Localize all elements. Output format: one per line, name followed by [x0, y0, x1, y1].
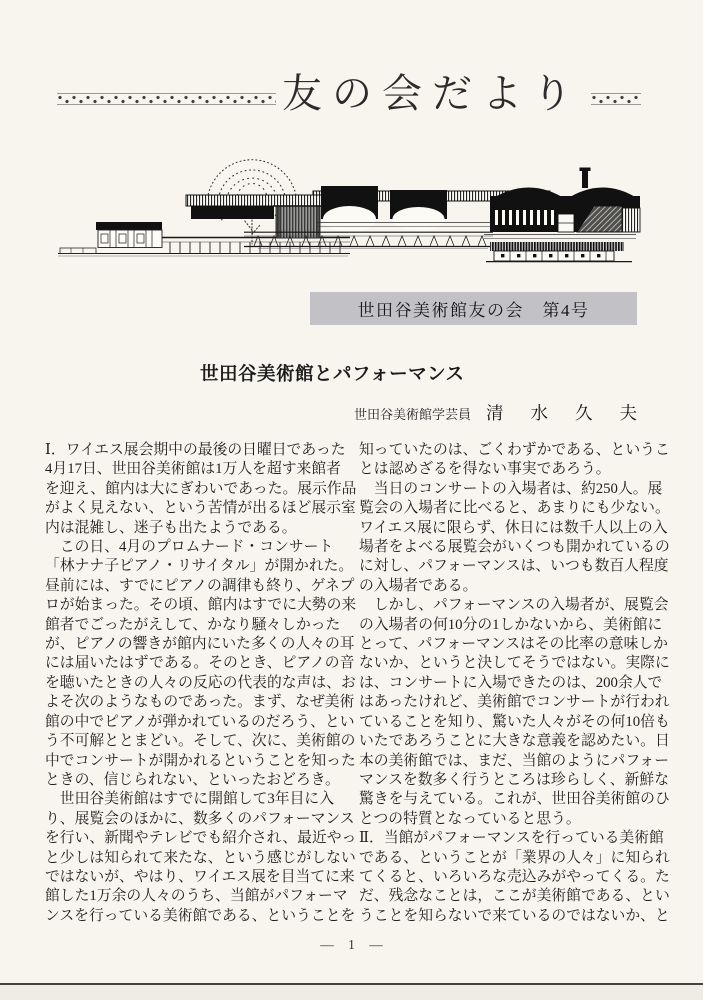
text-line: は、コンサートに入場できたのは、200余人で: [359, 674, 663, 691]
museum-elevation-drawing: [58, 148, 642, 280]
text-line: Ⅰ．ワイエス展会期中の最後の日曜日であった: [45, 442, 346, 458]
issue-banner-text: 世田谷美術館友の会 第4号: [357, 301, 590, 320]
text-line: 本の美術館では、まだ、当館のようにパフォー: [359, 752, 669, 769]
text-line: ときの、信じられない、といったおどろき。: [45, 771, 340, 788]
author-name: 清水久夫: [486, 403, 664, 423]
text-line: うことを知らないで来ているのではないか、と: [359, 907, 670, 924]
text-line: 世田谷美術館はすでに開館して3年目に入: [45, 791, 334, 808]
text-line: である、ということが「業界の人々」に知られ: [359, 849, 670, 866]
issue-banner: [310, 292, 637, 325]
text-line: の入場者の何10分の1しかないから、美術館に: [359, 616, 663, 633]
page-bottom-margin: [0, 985, 703, 1000]
text-line: の入場者である。: [359, 577, 478, 594]
text-line: がよく見えない、という苦情が出るほど展示室: [45, 500, 356, 517]
text-line: マンスを数多く行うところは珍らしく、新鮮な: [359, 771, 669, 788]
text-line: ワイエス展に限らず、休日には数千人以上の入: [359, 519, 668, 536]
text-line: 覧会の入場者に比べると、あまりにも少ない。: [359, 500, 670, 517]
text-line: てくると、いろいろな売込みがやってくる。た: [359, 868, 670, 885]
text-line: 驚きを与えている。これが、世田谷美術館のひ: [359, 791, 670, 808]
text-line: 場者をよべる展覧会がいくつも開かれているの: [359, 539, 670, 556]
text-line: とって、パフォーマンスはその比率の意味しか: [359, 636, 668, 653]
text-line: よそ次のようなものであった。まず、なぜ美術: [45, 694, 355, 711]
text-line: とは認めざるを得ない事実であろう。: [359, 461, 611, 478]
text-line: ではないが、やはり、ワイエス展を目当てに来: [45, 868, 355, 885]
text-line: ていることを知り、驚いた人々がその何10倍も: [359, 713, 670, 730]
newsletter-title: 友の会だより: [282, 71, 582, 116]
text-column-left: [45, 441, 357, 926]
text-line: 館した1万余の人々のうち、当館がパフォーマ: [45, 888, 348, 905]
author-role: 世田谷美術館学芸員: [353, 407, 471, 422]
text-line: いたであろうことに大きな意義を認めたい。日: [359, 733, 670, 750]
text-line: を行い、新聞やテレビでも紹介され、最近やっ: [45, 830, 357, 847]
text-line: 「林ナナ子ピアノ・リサイタル」が開かれた。: [45, 558, 354, 575]
text-line: とつの特質となっていると思う。: [359, 810, 581, 827]
text-line: しかし、パフォーマンスの入場者が、展覧会: [359, 597, 669, 614]
text-line: ないか、というと決してそうではない。実際に: [359, 655, 670, 672]
text-column-right: [359, 441, 670, 926]
text-line: 館の中でピアノが弾かれているのだろう、とい: [45, 713, 355, 730]
text-line: が、ピアノの響きが館内にいた多くの人々の耳: [45, 636, 355, 653]
text-line: に対し、パフォーマンスは、いつも数百人程度: [359, 558, 669, 575]
text-line: はあったけれど、美術館でコンサートが行われ: [359, 694, 670, 711]
text-line: を聴いたときの人々の反応の代表的な声は、お: [45, 674, 356, 691]
text-line: を迎え、館内は大にぎわいであった。展示作品: [45, 480, 357, 497]
text-line: だ、残念なことは，ここが美術館である、とい: [359, 888, 670, 905]
text-line: には届いたはずである。そのとき、ピアノの音: [45, 655, 355, 672]
text-line: う不可解ととまどい。そして、次に、美術館の: [45, 733, 356, 750]
text-line: り、展覧会のほかに、数多くのパフォーマンス: [45, 810, 355, 827]
text-line: 4月17日、世田谷美術館は1万人を超す来館者: [45, 461, 341, 478]
article-body: [45, 441, 670, 926]
text-line: 中でコンサートが開かれるということを知った: [45, 752, 356, 769]
text-line: ロが始まった。その頃、館内はすでに大勢の来: [45, 597, 357, 614]
text-line: この日、4月のプロムナード・コンサート: [45, 539, 334, 556]
text-line: と少しは知られて来たな、という感じがしない: [45, 849, 356, 866]
text-line: 館者でごったがえして、かなり騒々しかった: [45, 616, 341, 633]
dotted-rule-right: [591, 93, 641, 105]
page-number: — 1 —: [320, 937, 384, 952]
text-line: 内は混雑し、迷子も出たようである。: [45, 519, 297, 536]
text-line: 知っていたのは、ごくわずかである、というこ: [359, 442, 670, 458]
byline: [353, 400, 664, 425]
text-line: 当日のコンサートの入場者は、約250人。展: [359, 480, 663, 497]
text-line: 昼前には、すでにピアノの調律も終り、ゲネプ: [45, 577, 355, 594]
article-title: 世田谷美術館とパフォーマンス: [200, 365, 465, 385]
text-line: Ⅱ．当館がパフォーマンスを行っている美術館: [359, 830, 664, 847]
dotted-rule-left: [57, 93, 276, 105]
text-line: ンスを行っている美術館である、ということを: [45, 907, 356, 924]
